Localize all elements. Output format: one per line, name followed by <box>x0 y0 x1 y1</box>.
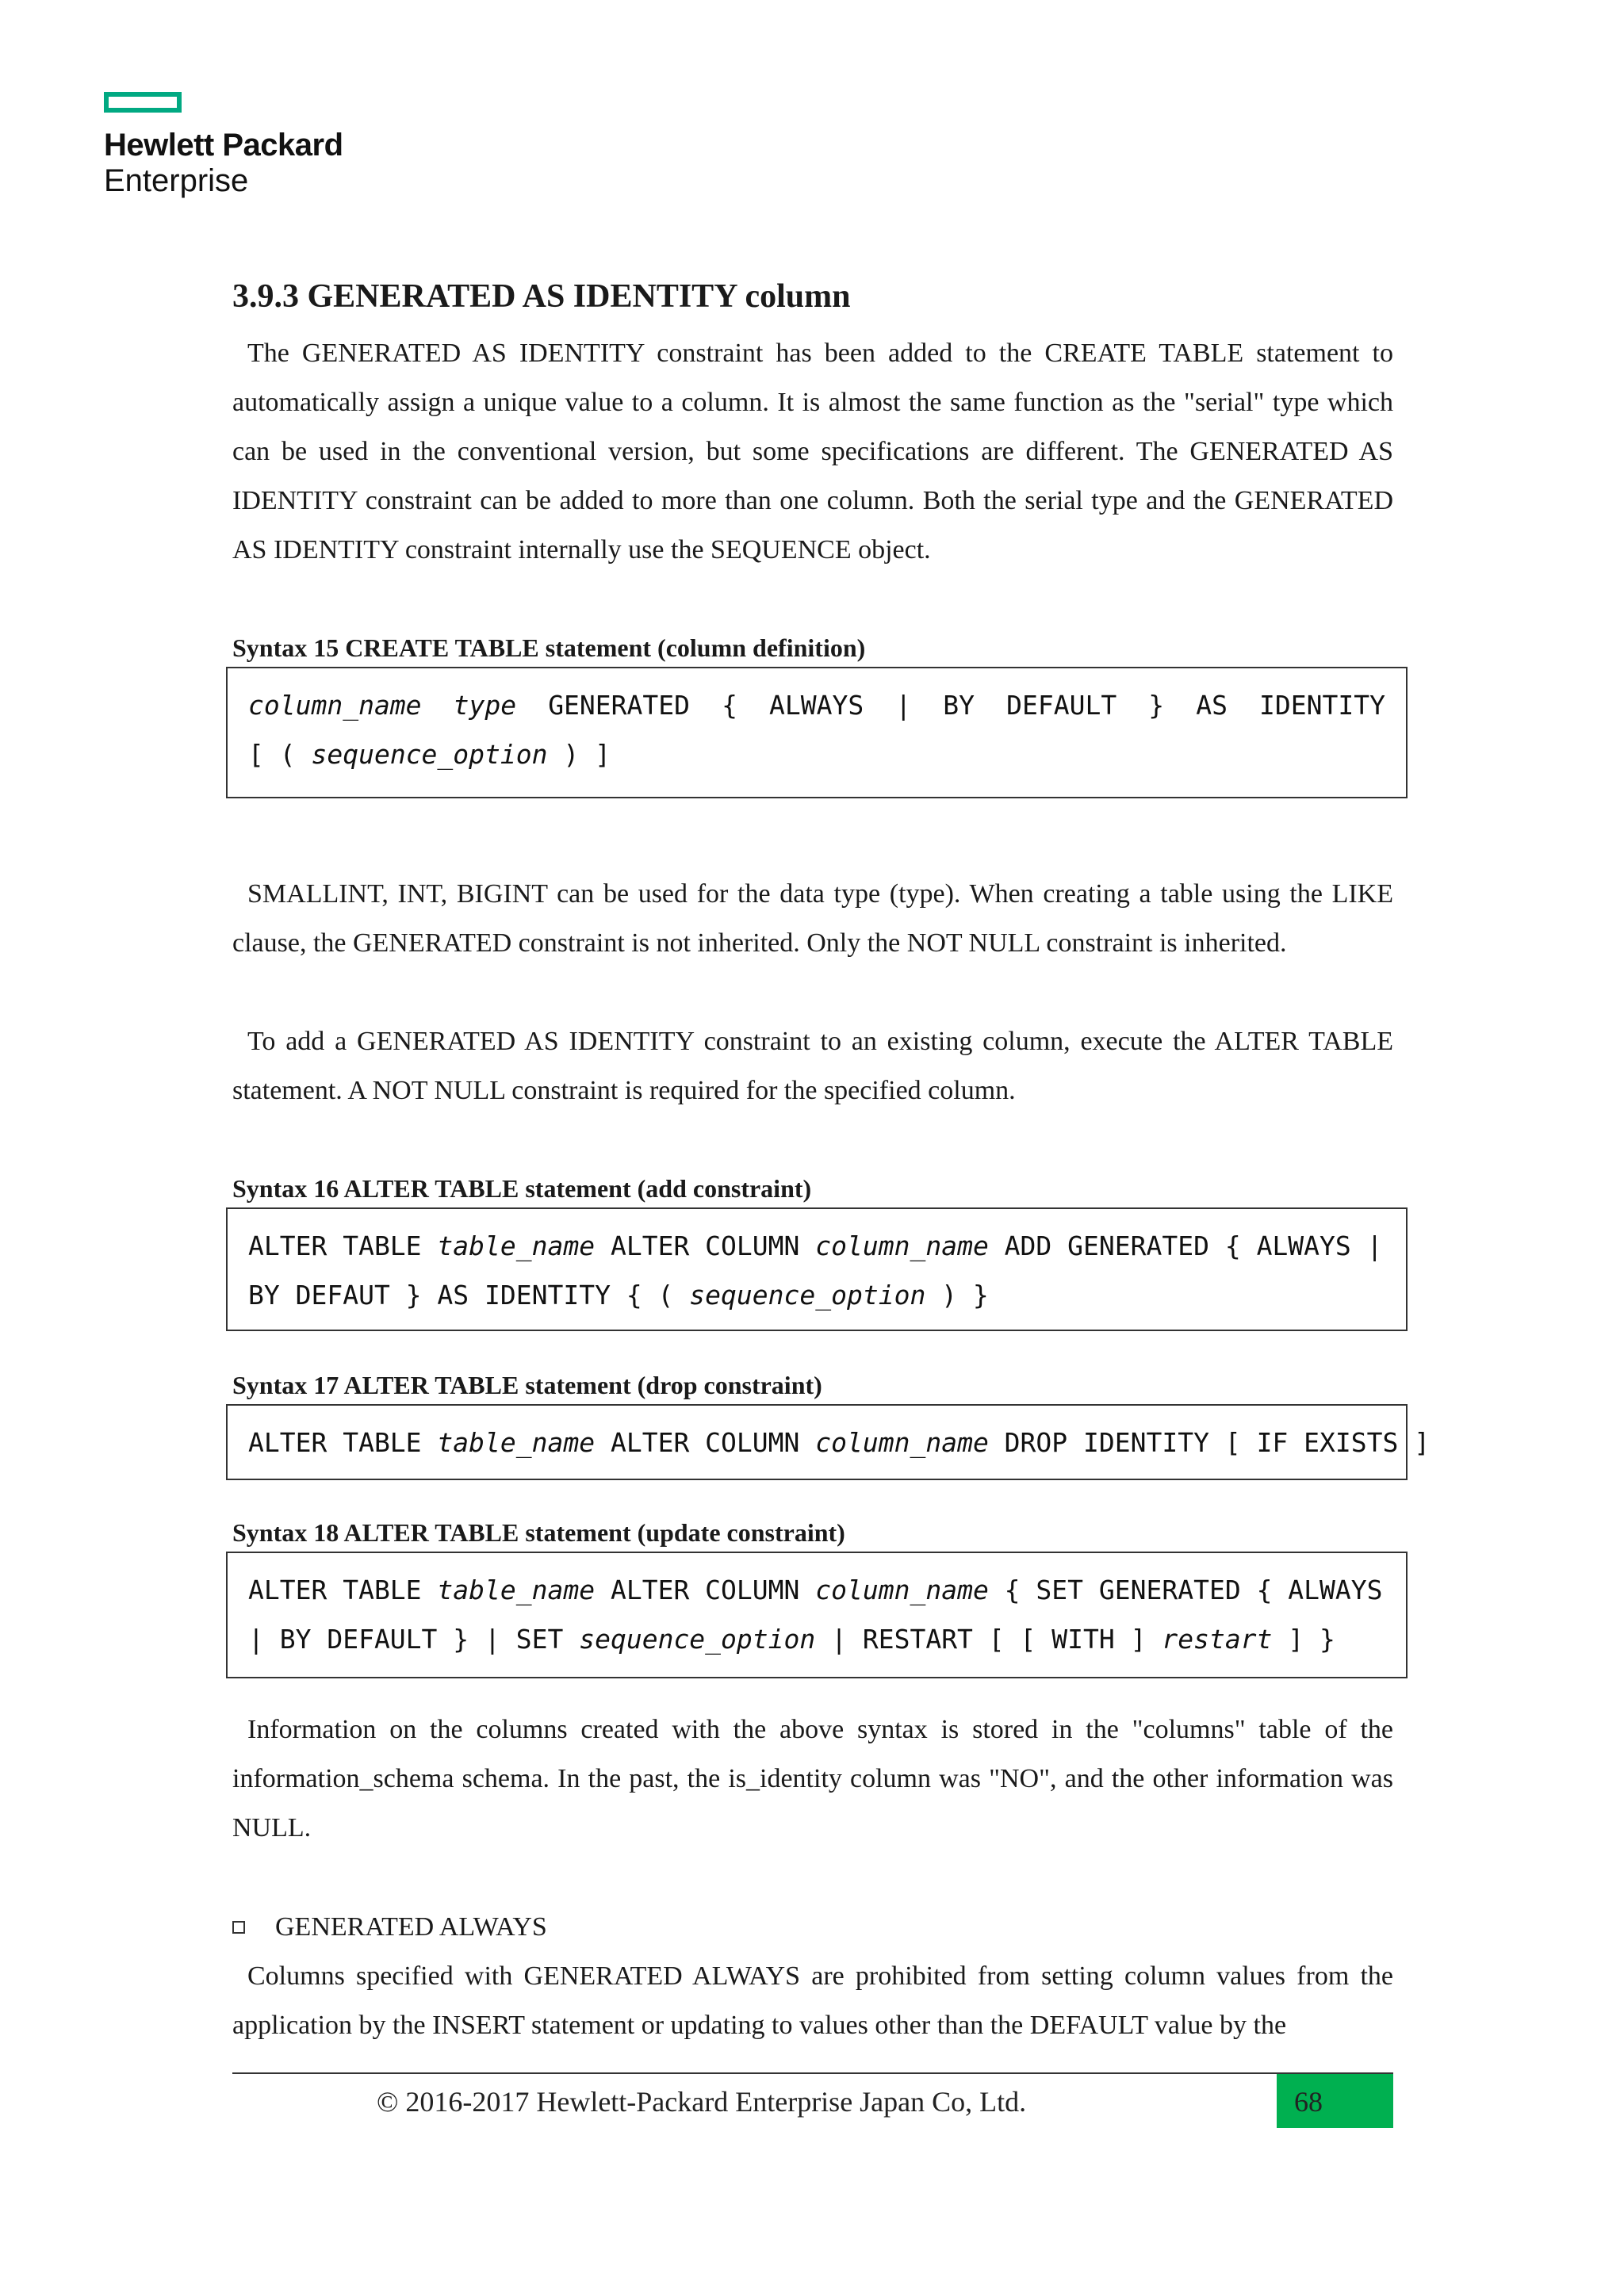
code-symbol: { <box>722 690 737 721</box>
page-number-badge <box>1277 2074 1393 2128</box>
code-keyword: | RESTART [ [ WITH ] <box>815 1624 1162 1655</box>
code-keyword: IDENTITY <box>1259 690 1385 721</box>
code-keyword: ALTER COLUMN <box>595 1575 816 1605</box>
section-heading: 3.9.3 GENERATED AS IDENTITY column <box>232 278 851 315</box>
footer-copyright: © 2016-2017 Hewlett-Packard Enterprise Japan Co, Ltd. <box>377 2086 1027 2118</box>
syntax16-line2 <box>248 1271 1385 1320</box>
code-symbol: ) } <box>925 1280 989 1311</box>
code-symbol: ] } <box>1272 1624 1335 1655</box>
generated-always-paragraph: Columns specified with GENERATED ALWAYS are prohibited from setting column values from the application by the INSERT statement or updating to values other than the DEFAULT value by the <box>232 1961 1393 2040</box>
square-bullet-icon <box>232 1921 245 1934</box>
logo-text-line1: Hewlett Packard <box>104 128 343 163</box>
syntax18-line1 <box>248 1566 1385 1615</box>
code-keyword: ALWAYS <box>769 690 864 721</box>
hpe-logo-mark <box>104 92 182 113</box>
generated-always-bullet <box>232 1903 547 1952</box>
types-paragraph: SMALLINT, INT, BIGINT can be used for the data type (type). When creating a table using the LIKE clause, the GENERATED constraint is not inherited. Only the NOT NULL constraint is inherited. <box>232 879 1393 958</box>
code-placeholder: sequence_option <box>689 1280 926 1311</box>
code-placeholder: sequence_option <box>579 1624 816 1655</box>
code-keyword: | BY DEFAULT } | SET <box>248 1624 580 1655</box>
syntax15-code-block <box>226 667 1408 798</box>
syntax16-line1 <box>248 1222 1385 1271</box>
code-symbol: [ ( <box>248 739 312 770</box>
code-keyword: ALTER COLUMN <box>595 1230 816 1261</box>
code-keyword: ALTER TABLE <box>248 1427 438 1458</box>
code-keyword: ADD GENERATED { ALWAYS | <box>988 1230 1383 1261</box>
syntax18-line2 <box>248 1615 1385 1664</box>
information-schema-paragraph: Information on the columns created with the above syntax is stored in the "columns" table of the information_schema schema. In the past, the is_identity column was "NO", and the other information was NULL. <box>232 1715 1393 1843</box>
code-keyword: DEFAULT <box>1006 690 1117 721</box>
code-symbol: | <box>895 690 912 721</box>
syntax18-code-block <box>226 1552 1408 1678</box>
syntax16-code-block <box>226 1207 1408 1331</box>
code-placeholder: column_name <box>815 1575 989 1605</box>
footer-divider <box>232 2072 1393 2074</box>
code-keyword: DROP IDENTITY [ IF EXISTS ] <box>988 1427 1431 1458</box>
code-placeholder: table_name <box>437 1575 596 1605</box>
code-keyword: { SET GENERATED { ALWAYS <box>988 1575 1383 1605</box>
code-keyword: BY DEFAUT } AS IDENTITY { ( <box>248 1280 690 1311</box>
code-keyword: ALTER TABLE <box>248 1230 438 1261</box>
code-placeholder: column_name <box>248 690 422 721</box>
code-symbol: } <box>1148 690 1165 721</box>
syntax18-caption: Syntax 18 ALTER TABLE statement (update constraint) <box>232 1518 845 1547</box>
page-number: 68 <box>1294 2086 1323 2118</box>
code-keyword: ALTER COLUMN <box>595 1427 816 1458</box>
code-keyword: AS <box>1196 690 1228 721</box>
code-keyword: ALTER TABLE <box>248 1575 438 1605</box>
hpe-logo <box>104 92 343 198</box>
intro-paragraph: The GENERATED AS IDENTITY constraint has been added to the CREATE TABLE statement to automatically assign a unique value to a column. It is almost the same function as the "serial" type which can be used in the conventional version, but some specifications are different. The GENERATED AS IDENTITY constraint can be added to more than one column. Both the serial type and the GENERATED AS IDENTITY constraint internally use the SEQUENCE object. <box>232 339 1393 564</box>
syntax15-line1 <box>248 681 1385 730</box>
syntax17-line1 <box>248 1418 1431 1468</box>
code-placeholder: column_name <box>815 1230 989 1261</box>
bullet-label: GENERATED ALWAYS <box>275 1912 547 1942</box>
code-placeholder: sequence_option <box>311 739 548 770</box>
syntax16-caption: Syntax 16 ALTER TABLE statement (add constraint) <box>232 1174 812 1203</box>
code-keyword: BY <box>943 690 975 721</box>
syntax17-caption: Syntax 17 ALTER TABLE statement (drop constraint) <box>232 1371 822 1399</box>
code-keyword: GENERATED <box>548 690 690 721</box>
code-placeholder: table_name <box>437 1230 596 1261</box>
syntax15-line2 <box>248 730 1385 779</box>
code-symbol: ) ] <box>547 739 611 770</box>
syntax15-caption: Syntax 15 CREATE TABLE statement (column definition) <box>232 633 866 662</box>
logo-text-line2: Enterprise <box>104 163 249 198</box>
syntax17-code-block <box>226 1404 1431 1480</box>
code-placeholder: type <box>453 690 517 721</box>
code-placeholder: table_name <box>437 1427 596 1458</box>
code-placeholder: restart <box>1162 1624 1273 1655</box>
alter-table-paragraph: To add a GENERATED AS IDENTITY constraint to an existing column, execute the ALTER TABLE statement. A NOT NULL constraint is required for the specified column. <box>232 1027 1393 1105</box>
code-placeholder: column_name <box>815 1427 989 1458</box>
